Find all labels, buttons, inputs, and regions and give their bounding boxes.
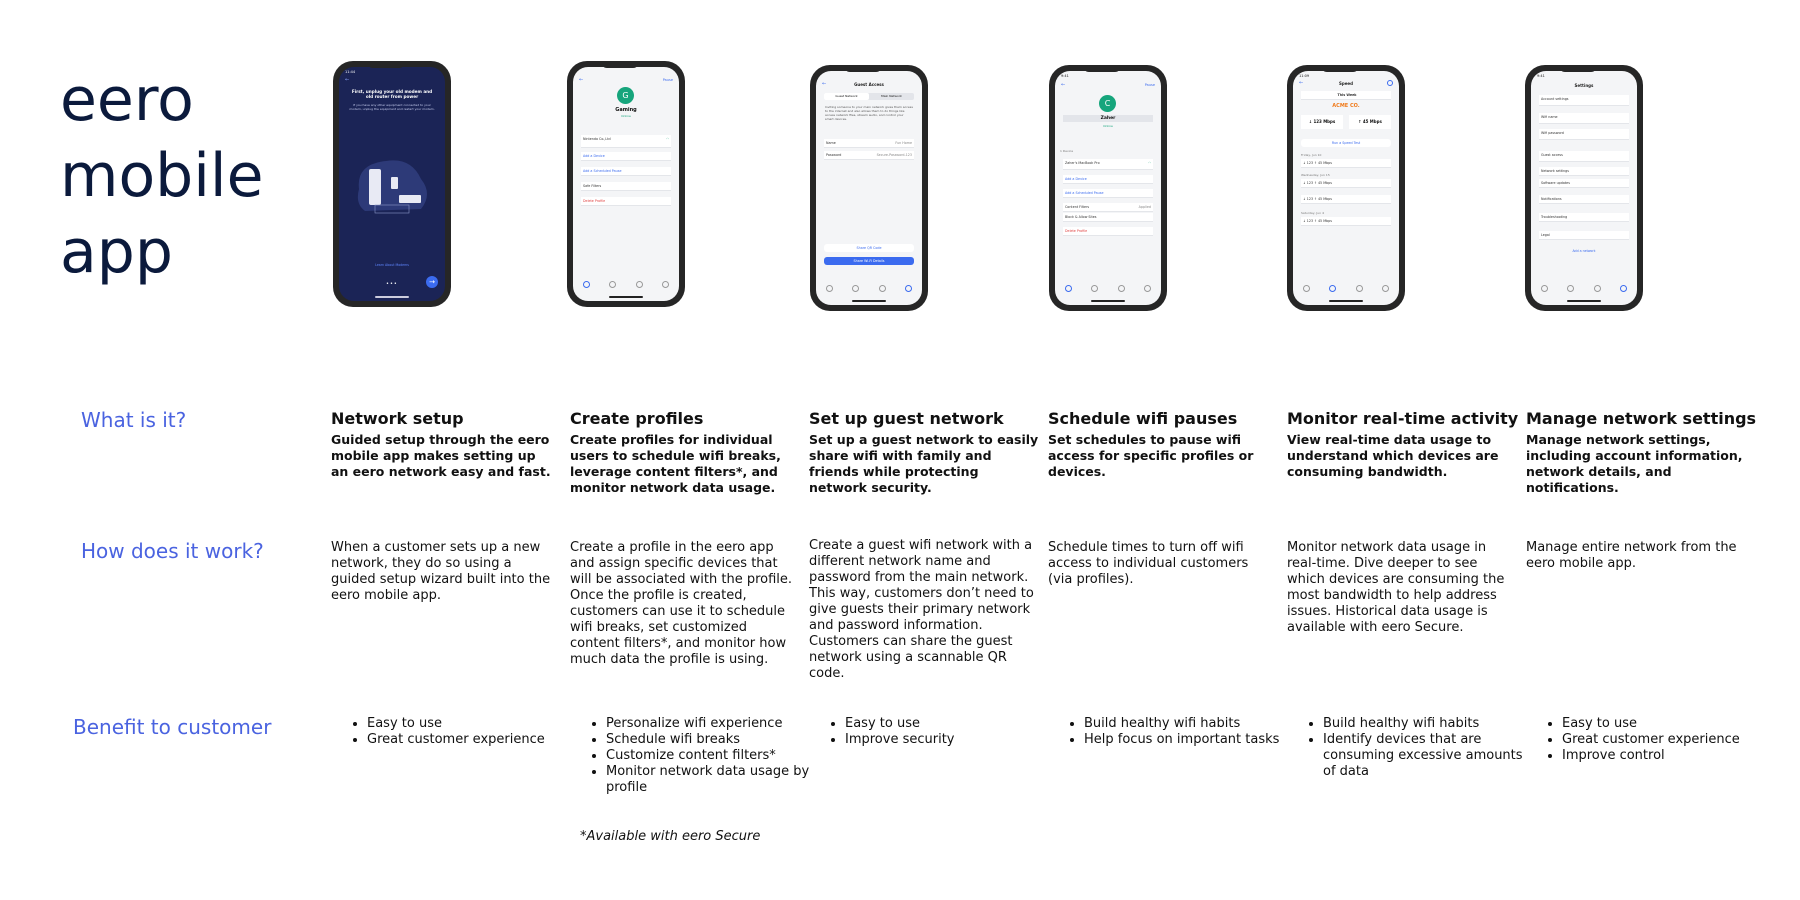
settings-row[interactable]: Software updates: [1539, 179, 1629, 188]
speed-screen: [1293, 71, 1399, 305]
settings-row[interactable]: Troubleshooting: [1539, 213, 1629, 222]
tab-settings-icon[interactable]: [662, 281, 669, 288]
profile-name: Gaming: [615, 107, 637, 113]
tab-home-icon[interactable]: [583, 281, 590, 288]
title-line: mobile: [60, 141, 264, 211]
tab-settings-icon[interactable]: [1144, 285, 1151, 292]
row-label-how: How does it work?: [81, 539, 264, 563]
settings-row[interactable]: Notifications: [1539, 195, 1629, 204]
benefit-list: [1287, 716, 1523, 780]
feature-summary: Set schedules to pause wifi access for specific profiles or devices.: [1048, 432, 1254, 479]
home-indicator: [1329, 300, 1363, 302]
page-title: [60, 62, 264, 290]
tab-home-icon[interactable]: [826, 285, 833, 292]
device-row[interactable]: [581, 135, 671, 148]
block-allow-row[interactable]: Block & Allow Sites: [1063, 213, 1153, 222]
feature-how: When a customer sets up a new network, they do so using a guided setup wizard built into the eero mobile app.: [331, 540, 551, 603]
benefit-list: [1048, 716, 1304, 748]
day-label: Friday, Jun 10: [1301, 153, 1322, 157]
learn-link[interactable]: Learn About Modems: [375, 263, 409, 267]
name-label: Name: [826, 141, 836, 145]
share-qr-button[interactable]: Share QR Code: [824, 244, 914, 252]
feature-how: Create a guest wifi network with a different network name and password from the main network. This way, customers don’t need to give guests their primary network and password information. Customers can share the guest network using a scannable QR code.: [809, 538, 1034, 681]
pause-button[interactable]: Pause: [1144, 83, 1155, 87]
tab-bar: [1055, 285, 1161, 295]
home-indicator: [1567, 300, 1601, 302]
benefit-item: • Customize content filters*: [606, 748, 826, 764]
tab-discover-icon[interactable]: [879, 285, 886, 292]
settings-row[interactable]: Network settings: [1539, 167, 1629, 176]
home-indicator: [1091, 300, 1125, 302]
tab-bar: [1531, 285, 1637, 295]
password-row[interactable]: [824, 151, 914, 160]
title-line: eero: [60, 65, 194, 135]
feature-heading: Network setup: [331, 409, 464, 428]
benefit-list: [570, 716, 826, 796]
name-value: Fun Home: [895, 141, 912, 145]
back-arrow-icon[interactable]: ←: [579, 77, 584, 83]
page-dots: •••: [386, 281, 398, 287]
network-segmented-control: [824, 93, 914, 100]
benefit-item: • Improve security: [845, 732, 1055, 748]
profile-avatar: C: [1099, 95, 1116, 112]
benefit-item: • Schedule wifi breaks: [606, 732, 826, 748]
row-label-what: What is it?: [81, 408, 187, 432]
settings-row[interactable]: Legal: [1539, 231, 1629, 240]
settings-screen: [1531, 71, 1637, 305]
add-pause-row[interactable]: Add a Scheduled Pause: [1063, 189, 1153, 198]
pause-button[interactable]: Pause: [662, 78, 673, 82]
speed-row: ↓ 123 ↑ 45 Mbps: [1301, 217, 1391, 226]
screen-title: Speed: [1338, 81, 1354, 86]
password-value: Secure-Password-123: [876, 153, 912, 157]
guest-access-screen: [816, 71, 922, 305]
feature-how: Create a profile in the eero app and assign specific devices that will be associated with the profile. Once the profile is created, customers can use it to schedule wifi breaks, set customized content filters*, and monitor how much data the profile is using.: [570, 540, 793, 667]
feature-summary: Guided setup through the eero mobile app makes setting up an eero network easy and fast.: [331, 432, 551, 479]
feature-how: Schedule times to turn off wifi access to individual customers (via profiles).: [1048, 540, 1249, 587]
tab-home-icon[interactable]: [1065, 285, 1072, 292]
benefit-item: • Great customer experience: [367, 732, 577, 748]
benefit-list: [809, 716, 1055, 748]
feature-summary: View real-time data usage to understand which devices are consuming bandwidth.: [1287, 432, 1499, 479]
info-icon[interactable]: [1387, 80, 1393, 86]
onboarding-subtext: If you have any other equipment connected to your modem, unplug the equipment and restart your modem.: [349, 103, 435, 111]
wifi-icon: ◠: [666, 137, 669, 141]
status-time: 11:44: [345, 70, 356, 74]
add-pause-row[interactable]: Add a Scheduled Pause: [581, 167, 671, 176]
footnote: *Available with eero Secure: [580, 829, 761, 844]
onboarding-headline: First, unplug your old modem and old router from power: [351, 89, 433, 99]
phone-realtime-activity: [1287, 65, 1405, 311]
tab-guest-network[interactable]: Guest Network: [824, 93, 869, 100]
home-indicator: [375, 296, 409, 298]
tab-bar: [573, 281, 679, 291]
settings-row[interactable]: Wifi password: [1539, 129, 1629, 140]
settings-row[interactable]: Wifi name: [1539, 113, 1629, 124]
upload-speed: ↑ 45 Mbps: [1349, 115, 1391, 129]
benefit-item: • Easy to use: [845, 716, 1055, 732]
benefit-item: • Easy to use: [367, 716, 577, 732]
delete-profile-row[interactable]: Delete Profile: [581, 197, 671, 206]
next-arrow-icon[interactable]: →: [426, 276, 438, 288]
back-arrow-icon[interactable]: ←: [345, 77, 350, 83]
speed-row: ↓ 123 ↑ 45 Mbps: [1301, 159, 1391, 168]
content-filters-value: Applied: [1138, 205, 1151, 209]
tab-bar: [816, 285, 922, 295]
home-indicator: [609, 296, 643, 298]
speed-row: ↓ 123 ↑ 45 Mbps: [1301, 179, 1391, 188]
phone-network-setup: [333, 61, 451, 307]
profile-avatar: G: [617, 87, 634, 104]
add-device-row[interactable]: Add a Device: [581, 152, 671, 161]
phone-notch: [367, 61, 405, 68]
feature-heading: Schedule wifi pauses: [1048, 409, 1238, 428]
wifi-icon: ◠: [1148, 161, 1151, 165]
profile-status: Online: [1103, 124, 1113, 128]
profile-status: Online: [621, 114, 631, 118]
phone-notch: [1559, 65, 1597, 72]
benefit-item: • Help focus on important tasks: [1084, 732, 1304, 748]
benefit-item: • Great customer experience: [1562, 732, 1792, 748]
tab-discover-icon[interactable]: [1594, 285, 1601, 292]
password-label: Password: [826, 153, 842, 157]
tab-activity-icon[interactable]: [609, 281, 616, 288]
speed-row: ↓ 123 ↑ 45 Mbps: [1301, 195, 1391, 204]
device-name: Nintendo Co.,Ltd: [583, 137, 611, 141]
share-wifi-button[interactable]: Share Wi-Fi Details: [824, 257, 914, 265]
benefit-list: [331, 716, 577, 748]
benefit-item: • Improve control: [1562, 748, 1792, 764]
phone-notch: [601, 61, 639, 68]
benefit-item: • Personalize wifi experience: [606, 716, 826, 732]
benefit-item: • Monitor network data usage by profile: [606, 764, 826, 796]
phone-create-profiles: [567, 61, 685, 307]
profile-screen: [573, 67, 679, 301]
tab-home-icon[interactable]: [1303, 285, 1310, 292]
phone-network-settings: [1525, 65, 1643, 311]
row-label-benefit: Benefit to customer: [73, 715, 272, 739]
tab-settings-icon[interactable]: [1620, 285, 1627, 292]
back-arrow-icon[interactable]: ←: [1299, 80, 1304, 86]
tab-activity-icon[interactable]: [1091, 285, 1098, 292]
name-row[interactable]: [824, 139, 914, 148]
screen-title: Guest Access: [854, 82, 884, 87]
phone-notch: [1083, 65, 1121, 72]
home-indicator: [852, 300, 886, 302]
status-time: 9:41: [1061, 74, 1069, 78]
benefit-item: • Build healthy wifi habits: [1323, 716, 1523, 732]
phone-notch: [844, 65, 882, 72]
phone-notch: [1321, 65, 1359, 72]
tab-main-network[interactable]: Main Network: [881, 94, 902, 98]
feature-heading: Manage network settings: [1526, 409, 1757, 428]
period-selector[interactable]: This Week: [1301, 91, 1391, 100]
tab-discover-icon[interactable]: [636, 281, 643, 288]
benefit-item: • Identify devices that are consuming excessive amounts of data: [1323, 732, 1523, 780]
content-filters-row[interactable]: [1063, 203, 1153, 212]
tab-settings-icon[interactable]: [905, 285, 912, 292]
feature-heading: Monitor real-time activity: [1287, 409, 1519, 428]
run-speed-test-button[interactable]: Run a Speed Test: [1301, 139, 1391, 147]
day-label: Wednesday, Jun 15: [1301, 173, 1330, 177]
feature-heading: Set up guest network: [809, 409, 1004, 428]
add-network-link[interactable]: Add a network: [1572, 249, 1596, 253]
phone-guest-network: [810, 65, 928, 311]
back-arrow-icon[interactable]: ←: [1061, 82, 1066, 88]
feature-how: Monitor network data usage in real-time. Dive deeper to see which devices are consuming the most bandwidth to help address issues. Historical data usage is available with eero Secure.: [1287, 540, 1505, 635]
status-time: 9:41: [1537, 74, 1545, 78]
tab-activity-icon[interactable]: [1567, 285, 1574, 292]
device-name: Zaher's MacBook Pro: [1065, 161, 1100, 165]
tab-home-icon[interactable]: [1541, 285, 1548, 292]
feature-heading: Create profiles: [570, 409, 704, 428]
delete-profile-row[interactable]: Delete Profile: [1063, 227, 1153, 236]
title-line: app: [60, 217, 173, 287]
tab-activity-icon[interactable]: [852, 285, 859, 292]
guest-description: Inviting someone to your main network gives them access to the internet and also allows them to do things like access network files, stream audio, and control your smart devices.: [825, 105, 913, 121]
modem-illustration: [351, 149, 433, 219]
tab-discover-icon[interactable]: [1118, 285, 1125, 292]
settings-row[interactable]: Account settings: [1539, 95, 1629, 106]
device-count: 1 Device: [1060, 149, 1074, 153]
benefit-item: • Easy to use: [1562, 716, 1792, 732]
feature-summary: Set up a guest network to easily share wifi with family and friends while protecting network security.: [809, 432, 1039, 495]
profile-name: Zaher: [1063, 115, 1153, 122]
back-arrow-icon[interactable]: ←: [822, 81, 827, 87]
day-label: Saturday, Jun 4: [1301, 211, 1324, 215]
device-row[interactable]: [1063, 159, 1153, 170]
add-device-row[interactable]: Add a Device: [1063, 175, 1153, 184]
benefit-list: [1526, 716, 1792, 764]
tab-discover-icon[interactable]: [1356, 285, 1363, 292]
isp-logo: ACME CO.: [1332, 103, 1360, 109]
settings-row[interactable]: Guest access: [1539, 151, 1629, 162]
onboarding-screen: [339, 67, 445, 301]
safe-filters-row[interactable]: Safe Filters: [581, 182, 671, 191]
content-filters-label: Content Filters: [1065, 205, 1090, 209]
benefit-item: • Build healthy wifi habits: [1084, 716, 1304, 732]
phone-schedule-pauses: [1049, 65, 1167, 311]
feature-summary: Manage network settings, including account information, network details, and notifications.: [1526, 432, 1743, 495]
feature-how: Manage entire network from the eero mobile app.: [1526, 540, 1737, 571]
status-time: 11:09: [1299, 74, 1310, 78]
profile-screen: [1055, 71, 1161, 305]
tab-settings-icon[interactable]: [1382, 285, 1389, 292]
download-speed: ↓ 123 Mbps: [1301, 115, 1343, 129]
tab-bar: [1293, 285, 1399, 295]
tab-activity-icon[interactable]: [1329, 285, 1336, 292]
feature-summary: Create profiles for individual users to schedule wifi breaks, leverage content filters*, and monitor network data usage.: [570, 432, 781, 495]
screen-title: Settings: [1574, 83, 1594, 88]
